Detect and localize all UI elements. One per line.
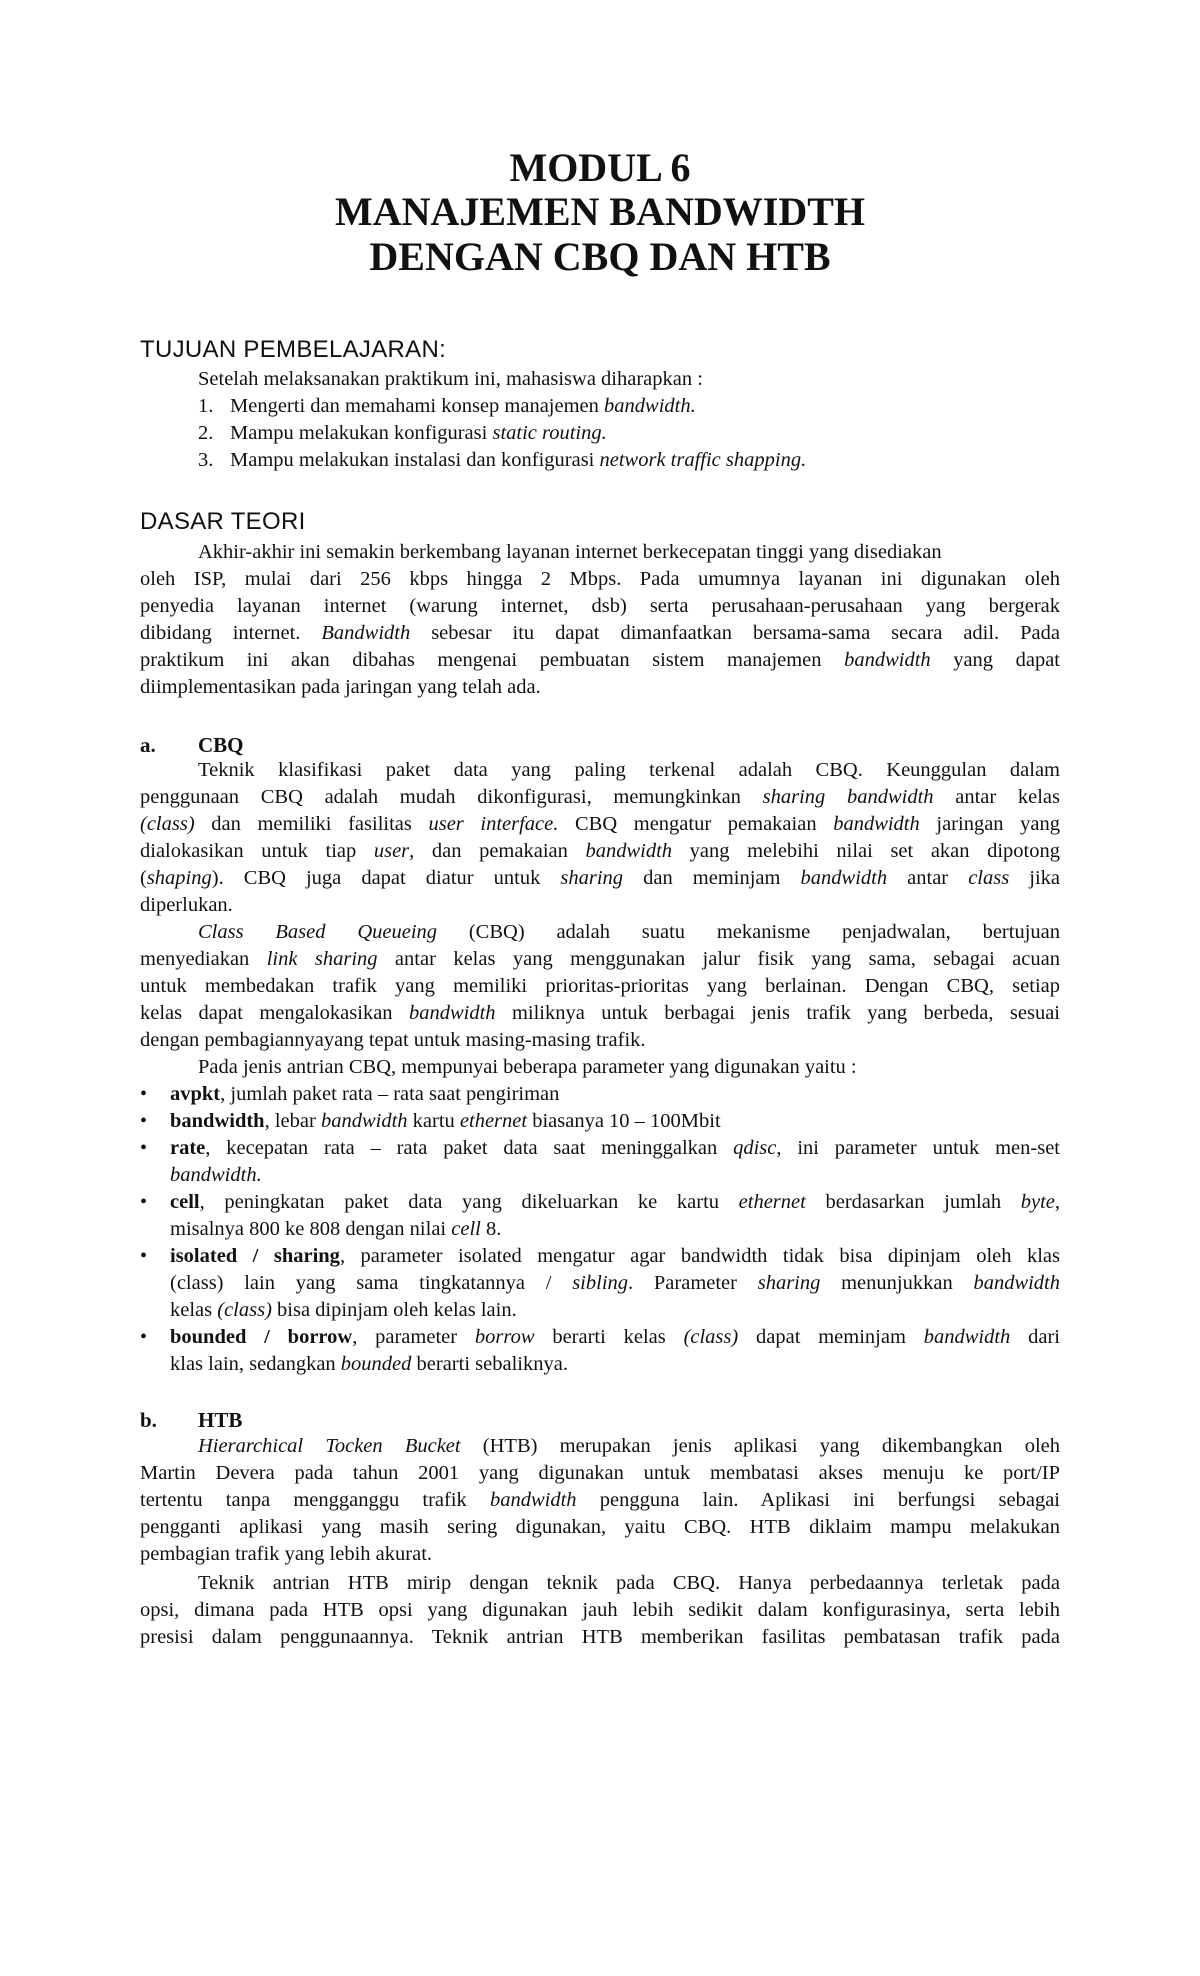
param-rate: rate, kecepatan rata – rata paket data saat meninggalkan qdisc, ini parameter untuk men-set (170, 1137, 1061, 1159)
bullet-icon: • (140, 1137, 148, 1159)
cbq-paragraph-line: menyediakan link sharing antar kelas yang menggunakan jalur fisik yang sama, sebagai acuan (140, 948, 1060, 970)
bullet-icon: • (140, 1110, 148, 1132)
tujuan-item-text: Mampu melakukan instalasi dan konfigurasi (230, 449, 600, 471)
param-isolated-sharing-cont: (class) lain yang sama tingkatannya / sibling. Parameter sharing menunjukkan bandwidth (170, 1272, 1061, 1294)
bullet-icon: • (140, 1083, 148, 1105)
param-bandwidth: bandwidth, lebar bandwidth kartu ethernet biasanya 10 – 100Mbit (170, 1110, 721, 1132)
subsection-title-cbq: CBQ (198, 733, 244, 757)
tujuan-item-1 (198, 395, 696, 417)
htb-paragraph-line: Teknik antrian HTB mirip dengan teknik pada CBQ. Hanya perbedaannya terletak pada (198, 1572, 1060, 1594)
cbq-paragraph-line: diperlukan. (140, 894, 233, 916)
section-heading-dasar-teori: DASAR TEORI (140, 508, 306, 535)
dasar-paragraph-line: dibidang internet. Bandwidth sebesar itu dapat dimanfaatkan bersama-sama secara adil. Pada (140, 622, 1060, 644)
cbq-paragraph-line: untuk membedakan trafik yang memiliki prioritas-prioritas yang berlainan. Dengan CBQ, setiap (140, 975, 1060, 997)
cbq-paragraph-line: Class Based Queueing (CBQ) adalah suatu mekanisme penjadwalan, bertujuan (198, 921, 1060, 943)
cbq-parameters-intro: Pada jenis antrian CBQ, mempunyai beberapa parameter yang digunakan yaitu : (198, 1056, 857, 1078)
dasar-paragraph-line: praktikum ini akan dibahas mengenai pembuatan sistem manajemen bandwidth yang dapat (140, 649, 1060, 671)
tujuan-item-number: 2. (198, 422, 214, 444)
htb-paragraph-line: Martin Devera pada tahun 2001 yang digunakan untuk membatasi akses menuju ke port/IP (140, 1462, 1060, 1484)
subsection-title-htb: HTB (198, 1408, 243, 1432)
htb-paragraph-line: pengganti aplikasi yang masih sering digunakan, yaitu CBQ. HTB diklaim mampu melakukan (140, 1516, 1060, 1538)
dasar-paragraph-line: penyedia layanan internet (warung internet, dsb) serta perusahaan-perusahaan yang bergerak (140, 595, 1060, 617)
module-number: MODUL 6 (509, 145, 691, 190)
cbq-paragraph-line: penggunaan CBQ adalah mudah dikonfigurasi, memungkinkan sharing bandwidth antar kelas (140, 786, 1061, 808)
cbq-paragraph-line: dialokasikan untuk tiap user, dan pemakaian bandwidth yang melebihi nilai set akan dipotong (140, 840, 1061, 862)
tujuan-item-text: Mengerti dan memahami konsep manajemen (230, 395, 605, 417)
subsection-letter-a: a. (140, 733, 156, 757)
tujuan-intro: Setelah melaksanakan praktikum ini, mahasiswa diharapkan : (198, 368, 703, 390)
tujuan-item-2 (198, 422, 607, 444)
cbq-paragraph-line: (class) dan memiliki fasilitas user interface. CBQ mengatur pemakaian bandwidth jaringan yang (140, 813, 1060, 835)
param-avpkt: avpkt, jumlah paket rata – rata saat pengiriman (170, 1083, 560, 1105)
cbq-paragraph-line: kelas dapat mengalokasikan bandwidth miliknya untuk berbagai jenis trafik yang berbeda, sesuai (140, 1002, 1060, 1024)
tujuan-item-em: network traffic shapping. (599, 449, 807, 471)
htb-paragraph-line: pembagian trafik yang lebih akurat. (140, 1543, 433, 1565)
module-title-line-1: MANAJEMEN BANDWIDTH (335, 189, 865, 234)
cbq-paragraph-line: Teknik klasifikasi paket data yang paling terkenal adalah CBQ. Keunggulan dalam (198, 759, 1060, 781)
tujuan-item-number: 3. (198, 449, 214, 471)
cbq-paragraph-line: dengan pembagiannyayang tepat untuk masing-masing trafik. (140, 1029, 646, 1051)
param-isolated-sharing: isolated / sharing, parameter isolated mengatur agar bandwidth tidak bisa dipinjam oleh klas (170, 1245, 1061, 1267)
subsection-letter-b: b. (140, 1408, 157, 1432)
tujuan-item-3 (198, 449, 807, 471)
htb-paragraph-line: tertentu tanpa mengganggu trafik bandwidth pengguna lain. Aplikasi ini berfungsi sebagai (140, 1489, 1060, 1511)
bullet-icon: • (140, 1326, 148, 1348)
bullet-icon: • (140, 1245, 148, 1267)
param-cell: cell, peningkatan paket data yang dikeluarkan ke kartu ethernet berdasarkan jumlah byte, (170, 1191, 1060, 1213)
dasar-paragraph-line: oleh ISP, mulai dari 256 kbps hingga 2 Mbps. Pada umumnya layanan ini digunakan oleh (140, 568, 1060, 590)
dasar-paragraph-line: Akhir-akhir ini semakin berkembang layanan internet berkecepatan tinggi yang disediakan (198, 541, 942, 563)
param-bounded-borrow: bounded / borrow, parameter borrow berarti kelas (class) dapat meminjam bandwidth dari (170, 1326, 1060, 1348)
htb-paragraph-line: presisi dalam penggunaannya. Teknik antrian HTB memberikan fasilitas pembatasan trafik pada (140, 1626, 1060, 1648)
cbq-paragraph-line: (shaping). CBQ juga dapat diatur untuk sharing dan meminjam bandwidth antar class jika (140, 867, 1060, 889)
bullet-icon: • (140, 1191, 148, 1213)
htb-paragraph-line: opsi, dimana pada HTB opsi yang digunakan jauh lebih sedikit dalam konfigurasinya, serta lebih (140, 1599, 1060, 1621)
tujuan-item-number: 1. (198, 395, 214, 417)
section-heading-tujuan: TUJUAN PEMBELAJARAN: (140, 336, 447, 363)
htb-paragraph-line: Hierarchical Tocken Bucket (HTB) merupakan jenis aplikasi yang dikembangkan oleh (198, 1435, 1060, 1457)
param-isolated-sharing-cont: kelas (class) bisa dipinjam oleh kelas lain. (170, 1299, 517, 1321)
tujuan-item-text: Mampu melakukan konfigurasi (230, 422, 493, 444)
tujuan-item-em: static routing. (492, 422, 607, 444)
param-cell-cont: misalnya 800 ke 808 dengan nilai cell 8. (170, 1218, 502, 1240)
tujuan-item-em: bandwidth. (604, 395, 696, 417)
param-rate-cont: bandwidth. (170, 1164, 262, 1186)
param-bounded-borrow-cont: klas lain, sedangkan bounded berarti sebaliknya. (170, 1353, 568, 1375)
dasar-paragraph-line: diimplementasikan pada jaringan yang telah ada. (140, 676, 541, 698)
module-title-line-2: DENGAN CBQ DAN HTB (369, 234, 831, 279)
